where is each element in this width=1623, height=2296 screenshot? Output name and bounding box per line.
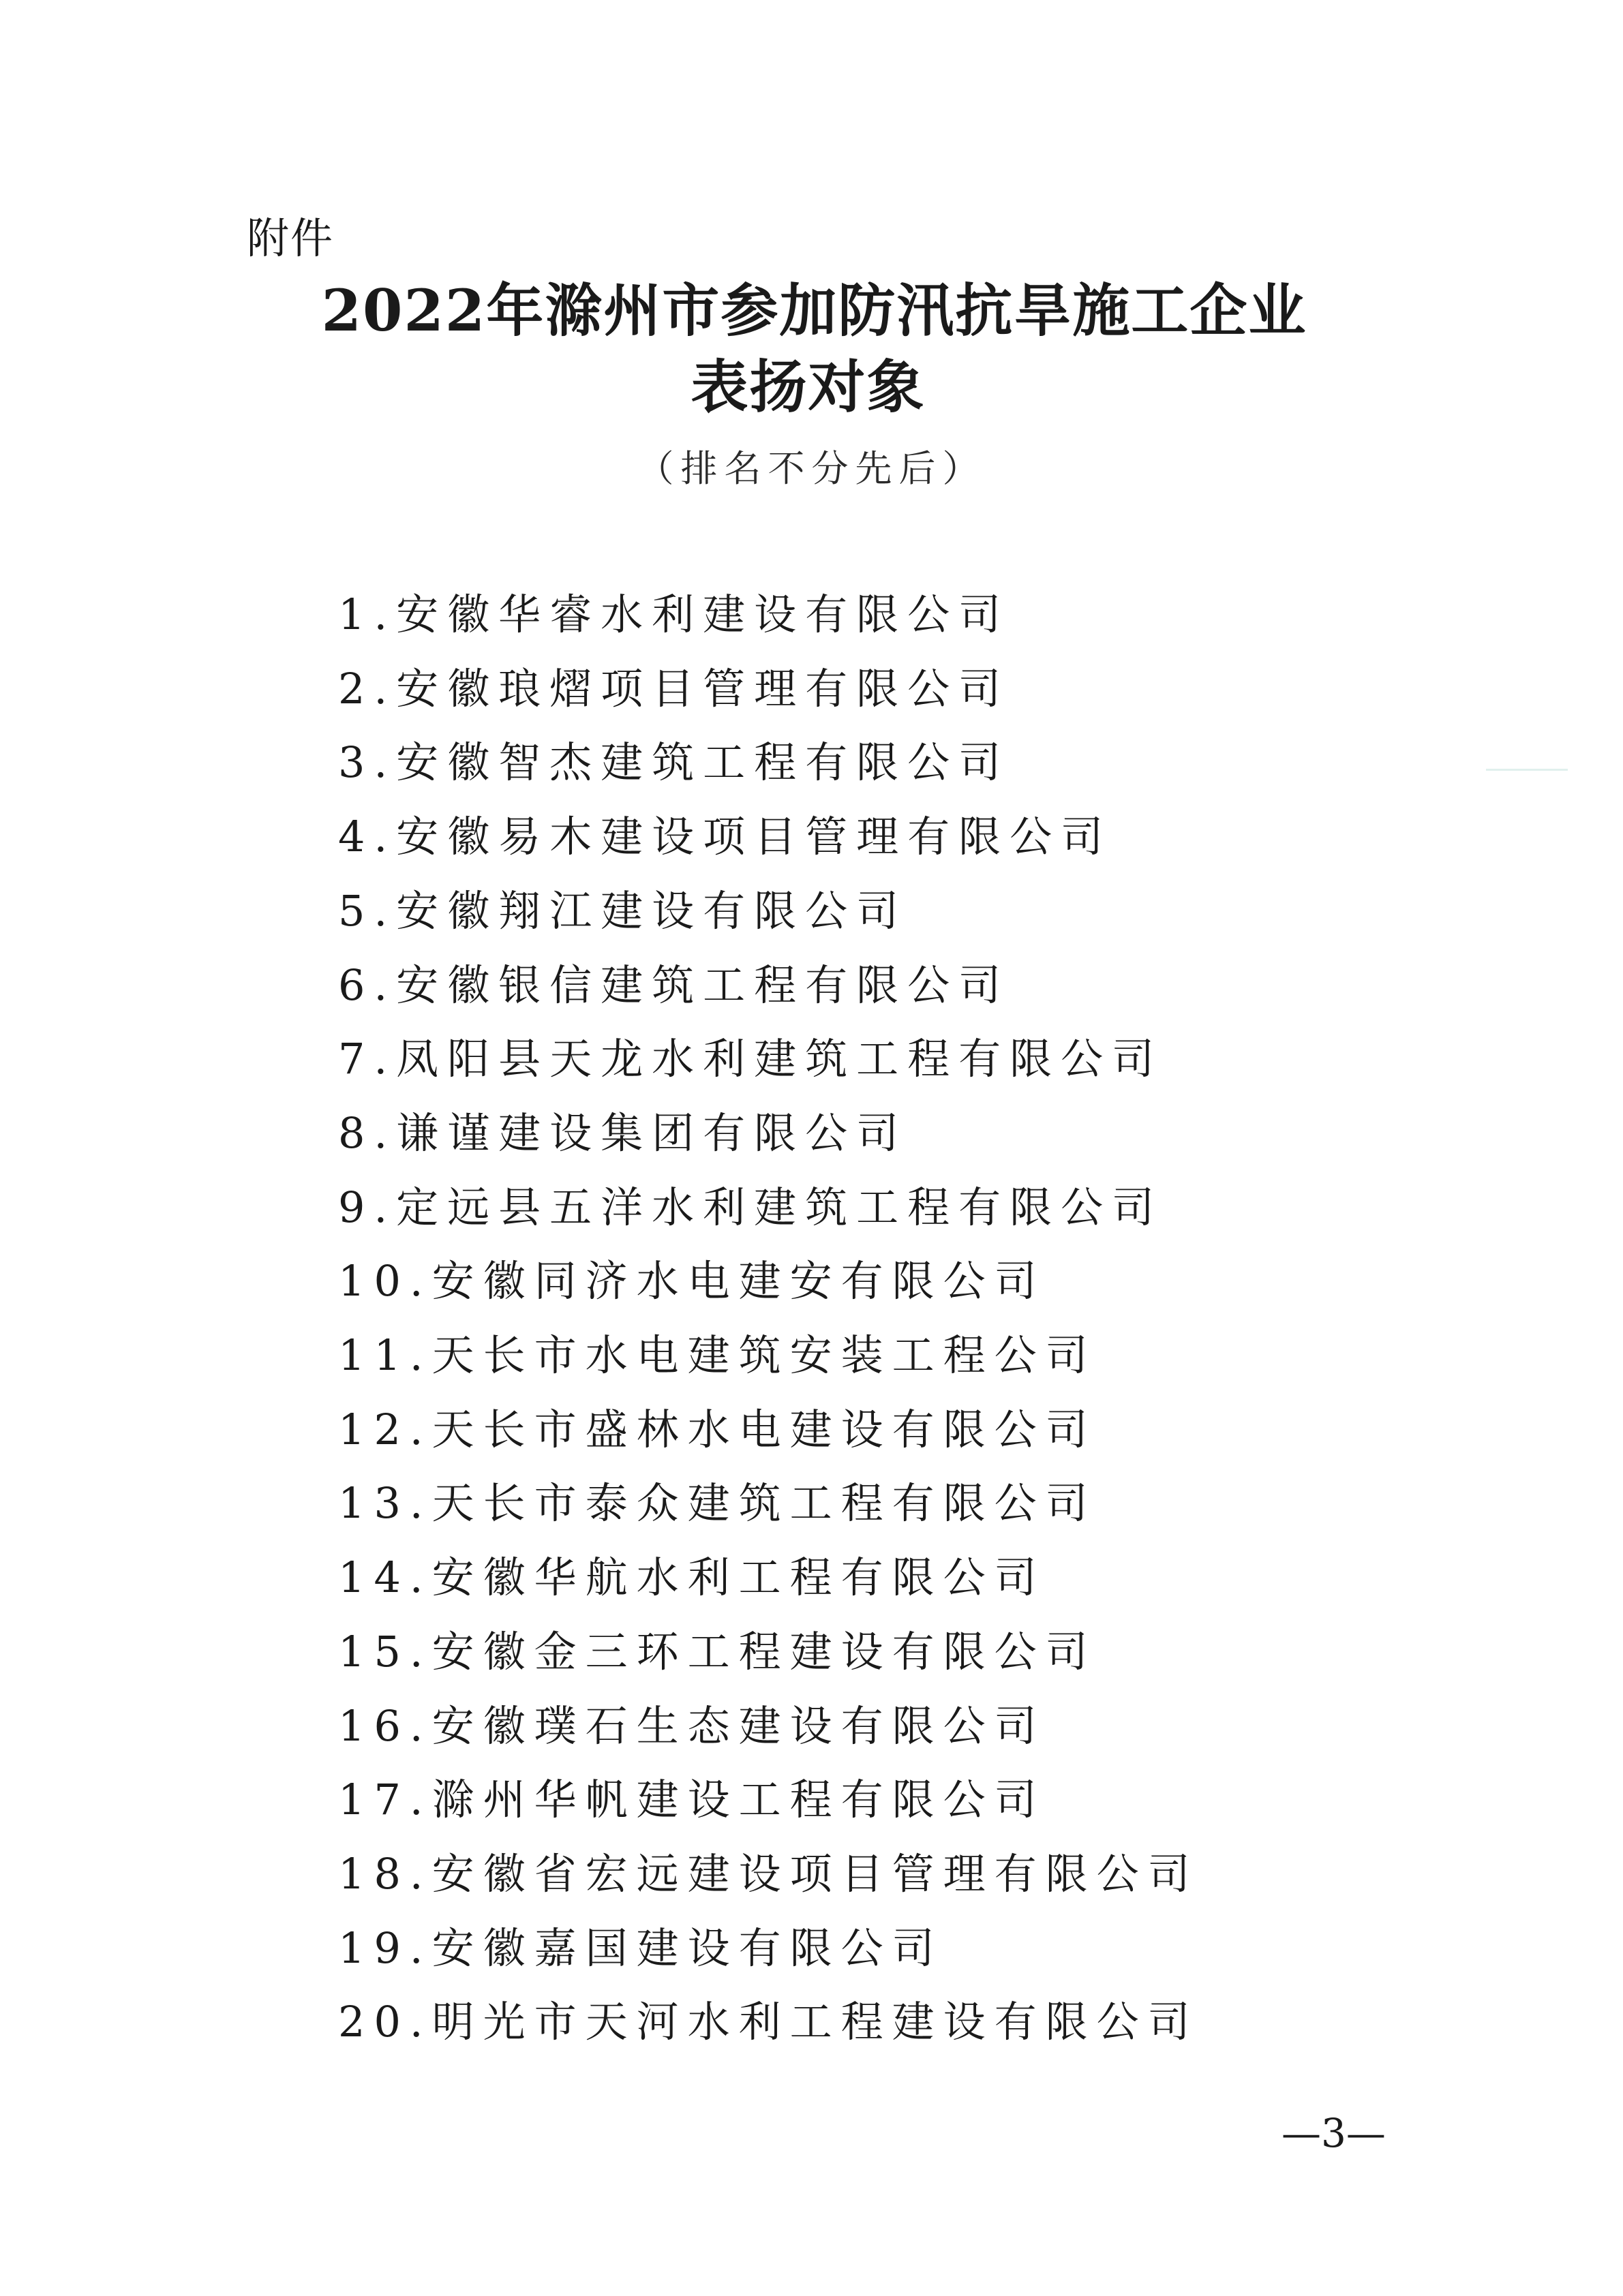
- list-item: 4.安徽易木建设项目管理有限公司: [338, 812, 1112, 862]
- list-item: 9.定远县五洋水利建筑工程有限公司: [338, 1182, 1164, 1232]
- list-item: 5.安徽翔江建设有限公司: [338, 885, 908, 936]
- list-item: 14.安徽华航水利工程有限公司: [338, 1552, 1046, 1603]
- list-item: 1.安徽华睿水利建设有限公司: [338, 590, 1010, 639]
- company-list: [338, 578, 1199, 2060]
- list-item: 12.天长市盛林水电建设有限公司: [338, 1404, 1097, 1454]
- title-line-1: 2022年滁州市参加防汛抗旱施工企业: [321, 277, 1307, 344]
- list-item: 3.安徽智杰建筑工程有限公司: [338, 737, 1010, 788]
- list-item: 20.明光市天河水利工程建设有限公司: [338, 1997, 1199, 2047]
- list-item: 8.谦谨建设集团有限公司: [338, 1107, 908, 1158]
- list-item: 13.天长市泰众建筑工程有限公司: [338, 1478, 1097, 1529]
- list-item: 6.安徽银信建筑工程有限公司: [338, 960, 1010, 1010]
- document-title: [0, 273, 1623, 425]
- list-item: 18.安徽省宏远建设项目管理有限公司: [338, 1848, 1199, 1899]
- list-item: 10.安徽同济水电建安有限公司: [338, 1256, 1046, 1306]
- list-item: 17.滁州华帆建设工程有限公司: [338, 1775, 1046, 1825]
- title-line-2: 表扬对象: [691, 353, 926, 420]
- attachment-label: 附件: [247, 213, 335, 263]
- scan-artifact: [1486, 769, 1568, 771]
- list-item: 7.凤阳县天龙水利建筑工程有限公司: [338, 1034, 1164, 1084]
- list-item: 19.安徽嘉国建设有限公司: [338, 1923, 943, 1973]
- list-item: 2.安徽琅熠项目管理有限公司: [338, 663, 1010, 714]
- ranking-note: （排名不分先后）: [637, 447, 986, 490]
- list-item: 15.安徽金三环工程建设有限公司: [338, 1626, 1097, 1677]
- list-item: 16.安徽璞石生态建设有限公司: [338, 1700, 1046, 1751]
- list-item: 11.天长市水电建筑安装工程公司: [338, 1330, 1097, 1381]
- page-number: —3—: [1281, 2110, 1386, 2156]
